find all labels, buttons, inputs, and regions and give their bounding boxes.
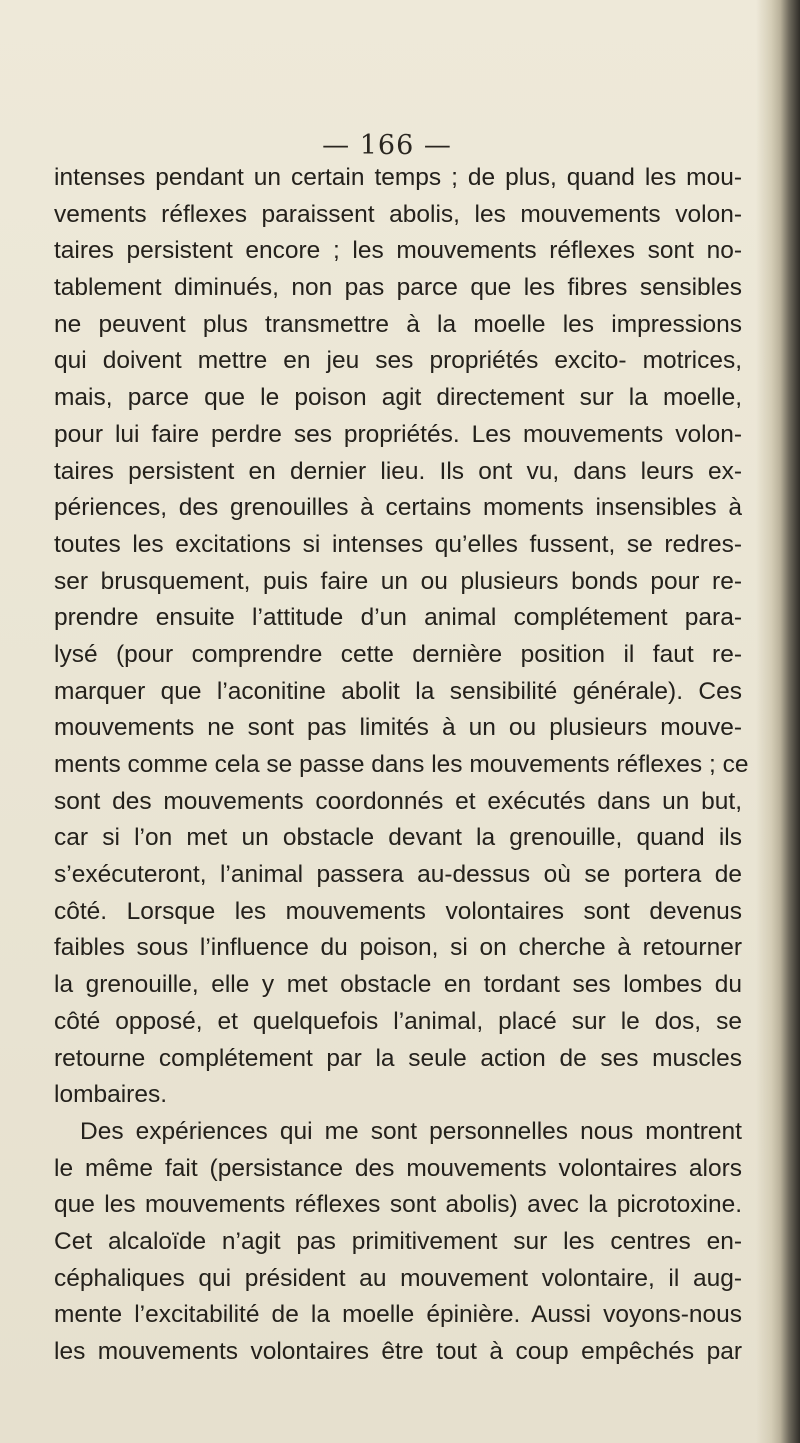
text-line: que les mouvements réflexes sont abolis) avec la picrotoxine. — [54, 1191, 742, 1219]
text-line: mente l’excitabilité de la moelle épinière. Aussi voyons-nous — [54, 1301, 742, 1329]
text-line: mouvements ne sont pas limités à un ou plusieurs mouve- — [54, 714, 742, 742]
text-line: lysé (pour comprendre cette dernière position il faut re- — [54, 640, 742, 668]
text-line: car si l’on met un obstacle devant la grenouille, quand ils — [54, 824, 742, 852]
page-binding-shadow — [756, 0, 800, 1443]
text-line: Cet alcaloïde n’agit pas primitivement sur les centres en- — [54, 1227, 742, 1255]
text-line: côté. Lorsque les mouvements volontaires sont devenus — [54, 897, 742, 925]
text-line: lombaires. — [54, 1081, 168, 1109]
text-line: pour lui faire perdre ses propriétés. Les mouvements volon- — [54, 420, 742, 448]
text-line: vements réflexes paraissent abolis, les mouvements volon- — [54, 200, 742, 228]
text-line: marquer que l’aconitine abolit la sensibilité générale). Ces — [54, 677, 742, 705]
text-line: Des expériences qui me sont personnelles nous montrent — [80, 1117, 742, 1145]
text-line: taires persistent en dernier lieu. Ils ont vu, dans leurs ex- — [54, 457, 742, 485]
text-line: côté opposé, et quelquefois l’animal, placé sur le dos, se — [54, 1007, 742, 1035]
text-line: périences, des grenouilles à certains moments insensibles à — [54, 494, 742, 522]
text-line: faibles sous l’influence du poison, si on cherche à retourner — [54, 934, 742, 962]
text-line: toutes les excitations si intenses qu’elles fussent, se redres- — [54, 530, 742, 558]
text-line: mais, parce que le poison agit directement sur la moelle, — [54, 384, 742, 412]
text-line: intenses pendant un certain temps ; de plus, quand les mou- — [54, 164, 742, 191]
text-line: prendre ensuite l’attitude d’un animal complétement para- — [54, 604, 742, 632]
text-line: ser brusquement, puis faire un ou plusieurs bonds pour re- — [54, 567, 742, 595]
body-text — [54, 160, 749, 1371]
text-line: les mouvements volontaires être tout à coup empêchés par — [54, 1338, 742, 1365]
text-line: retourne complétement par la seule action de ses muscles — [54, 1044, 742, 1072]
text-line: céphaliques qui président au mouvement volontaire, il aug- — [54, 1264, 742, 1292]
text-line: s’exécuteront, l’animal passera au-dessus où se portera de — [54, 861, 742, 889]
text-line: le même fait (persistance des mouvements volontaires alors — [54, 1154, 742, 1182]
text-line: ne peuvent plus transmettre à la moelle les impressions — [54, 310, 742, 338]
text-line: sont des mouvements coordonnés et exécutés dans un but, — [54, 787, 742, 815]
text-line: la grenouille, elle y met obstacle en tordant ses lombes du — [54, 971, 742, 999]
text-line: ments comme cela se passe dans les mouvements réflexes ; ce — [54, 751, 749, 778]
page-number: — 166 — — [322, 130, 452, 161]
text-line: tablement diminués, non pas parce que les fibres sensibles — [54, 274, 742, 302]
text-line: taires persistent encore ; les mouvements réflexes sont no- — [54, 237, 742, 265]
text-line: qui doivent mettre en jeu ses propriétés excito- motrices, — [54, 347, 742, 375]
